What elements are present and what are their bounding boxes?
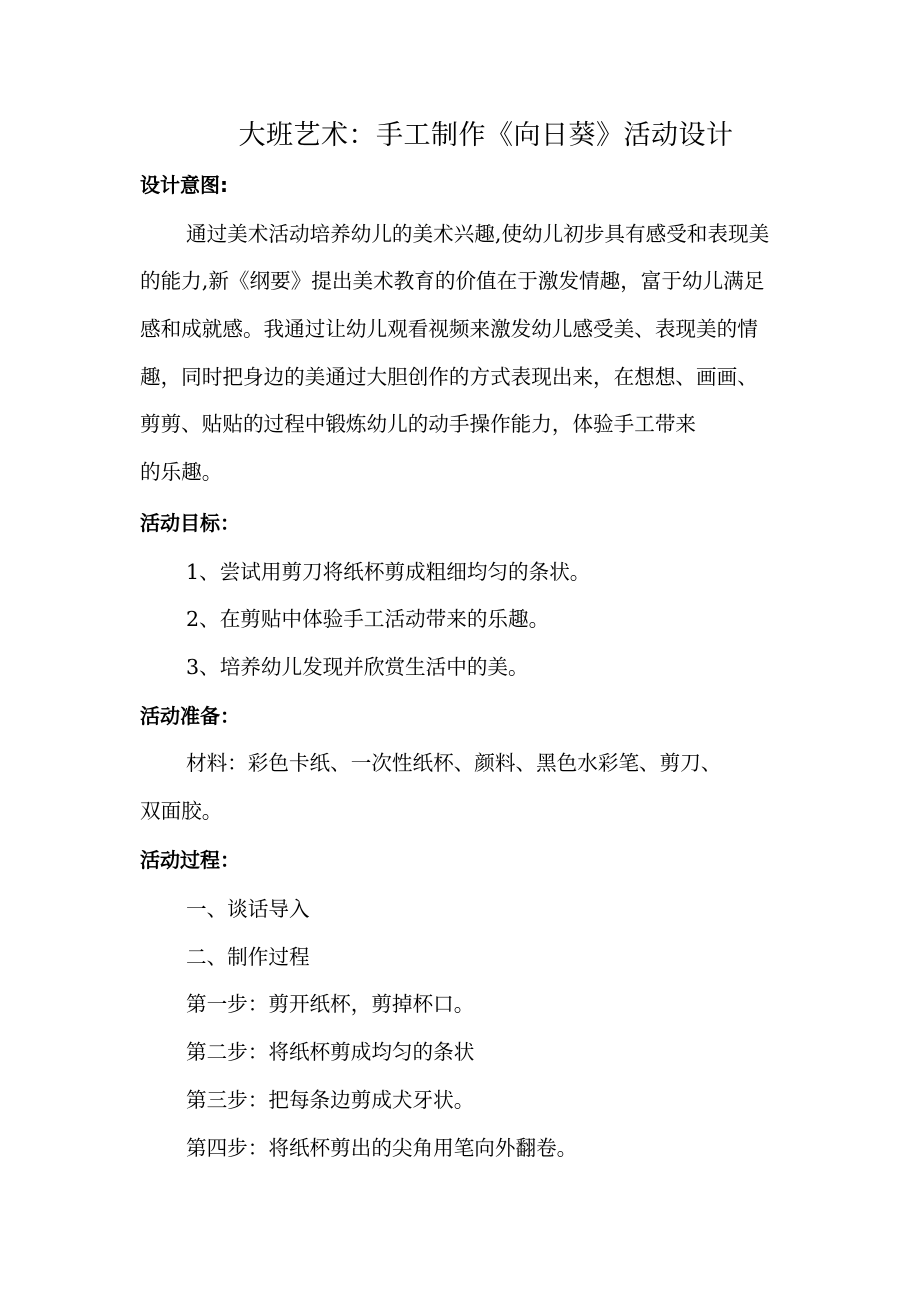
process-item-1: 一、谈话导入: [186, 897, 310, 921]
section-heading-preparation: 活动准备：: [140, 704, 240, 728]
process-step-1: 第一步：剪开纸杯，剪掉杯口。: [186, 992, 475, 1016]
section-heading-intent: 设计意图:: [140, 173, 228, 197]
process-step-4: 第四步：将纸杯剪出的尖角用笔向外翻卷。: [186, 1136, 578, 1160]
intent-line-3: 感和成就感。我通过让幼儿观看视频来激发幼儿感受美、表现美的情: [140, 317, 758, 341]
preparation-line-2: 双面胶。: [140, 799, 223, 823]
intent-line-1: 通过美术活动培养幼儿的美术兴趣,使幼儿初步具有感受和表现美: [186, 222, 770, 246]
preparation-line-1: 材料：彩色卡纸、一次性纸杯、颜料、黑色水彩笔、剪刀、: [186, 751, 722, 775]
goal-item-1: 1、尝试用剪刀将纸杯剪成粗细均匀的条状。: [186, 560, 591, 584]
document-title: 大班艺术：手工制作《向日葵》活动设计: [238, 120, 734, 151]
process-step-2: 第二步：将纸杯剪成均匀的条状: [186, 1040, 475, 1064]
intent-line-5: 剪剪、贴贴的过程中锻炼幼儿的动手操作能力，体验手工带来: [140, 412, 697, 436]
intent-line-2: 的能力,新《纲要》提出美术教育的价值在于激发情趣，富于幼儿满足: [140, 269, 765, 293]
process-item-2: 二、制作过程: [186, 945, 310, 969]
goal-item-2: 2、在剪贴中体验手工活动带来的乐趣。: [186, 607, 550, 631]
intent-line-4: 趣，同时把身边的美通过大胆创作的方式表现出来，在想想、画画、: [140, 365, 758, 389]
process-step-3: 第三步：把每条边剪成犬牙状。: [186, 1088, 475, 1112]
section-heading-process: 活动过程：: [140, 848, 240, 872]
intent-line-6: 的乐趣。: [140, 460, 223, 484]
section-heading-goals: 活动目标：: [140, 511, 240, 535]
goal-item-3: 3、培养幼儿发现并欣赏生活中的美。: [186, 655, 529, 679]
